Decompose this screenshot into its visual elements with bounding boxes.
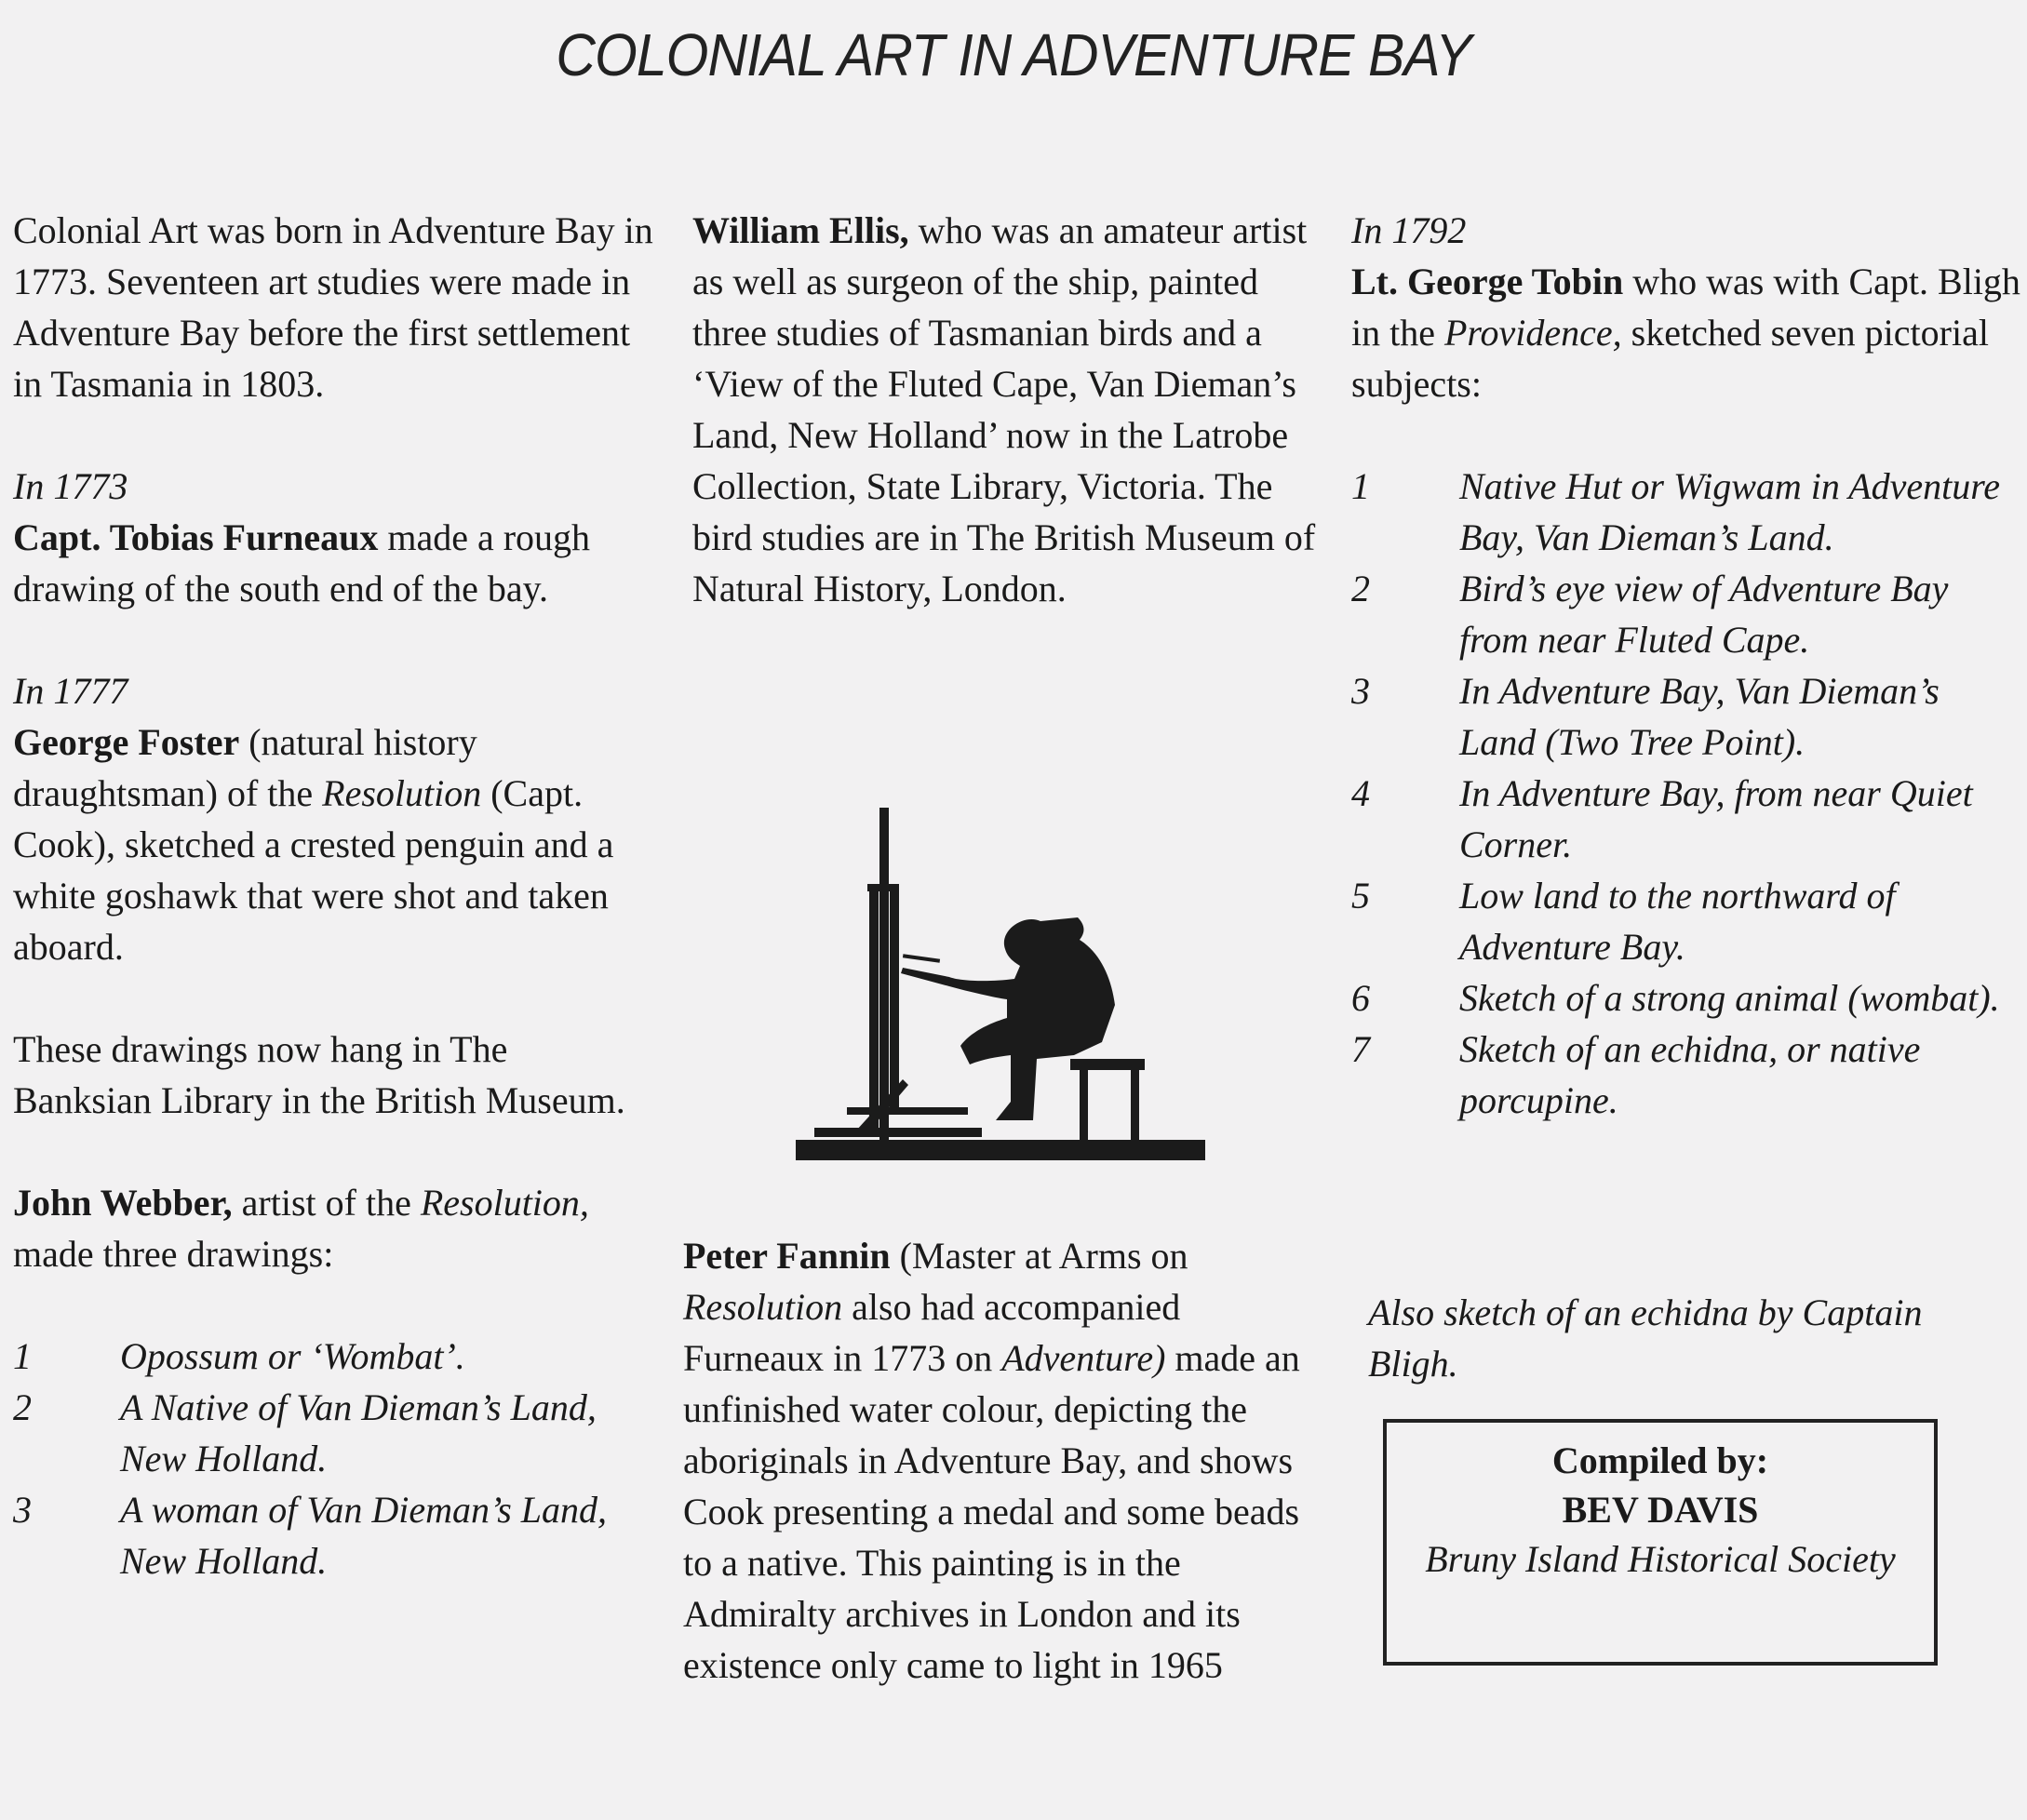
webber-name: John Webber, [13, 1182, 233, 1224]
column-right [1351, 205, 2021, 1126]
list-text: Sketch of an echidna, or native porcupine. [1459, 1028, 1921, 1121]
list-item [1351, 461, 2021, 563]
intro-paragraph: Colonial Art was born in Adventure Bay in 1773. Seventeen art studies were made in Adventure Bay before the first settlement in Tasmania in 1803. [13, 209, 653, 405]
also-note: Also sketch of an echidna by Captain Bligh. [1368, 1291, 1923, 1385]
list-text: A woman of Van Dieman’s Land, New Holland. [120, 1489, 608, 1582]
list-text: In Adventure Bay, from near Quiet Corner. [1459, 772, 1973, 865]
artist-at-easel-illustration [791, 800, 1210, 1172]
credit-org: Bruny Island Historical Society [1425, 1538, 1896, 1580]
list-item [1351, 870, 2021, 972]
fannin-text-c: made an unfinished water colour, depicting the aboriginals in Adventure Bay, and shows Cook presenting a medal and some beads to a native. This painting is in the Admiralty archives in London and its existence only came to light in 1965 [683, 1337, 1300, 1686]
list-text: In Adventure Bay, Van Dieman’s Land (Two Tree Point). [1459, 670, 1940, 763]
webber-list [13, 1331, 655, 1586]
fannin-paragraph [683, 1230, 1325, 1691]
hang-paragraph: These drawings now hang in The Banksian Library in the British Museum. [13, 1028, 625, 1121]
ellis-text: who was an amateur artist as well as surgeon of the ship, painted three studies of Tasmanian birds and a ‘View of the Fluted Cape, Van Dieman’s Land, New Holland’ now in the Latrobe Collection, State Library, Victoria. The bird studies are in The British Museum of Natural History, London. [692, 209, 1316, 609]
tobin-text-a: who was with Capt. Bligh in the [1351, 261, 2020, 354]
tobin-ship: Providence, [1443, 312, 1622, 354]
list-number: 3 [13, 1489, 32, 1531]
foster-year: In 1777 [13, 670, 128, 712]
tobin-text-b: sketched seven pictorial subjects: [1351, 312, 1989, 405]
ellis-paragraph [692, 205, 1325, 614]
list-number: 3 [1351, 670, 1370, 712]
list-item [13, 1331, 655, 1382]
foster-text-a: (natural history draughtsman) of the [13, 721, 477, 814]
list-item [1351, 1024, 2021, 1126]
foster-ship: Resolution [322, 772, 482, 814]
list-text: Low land to the northward of Adventure Bay. [1459, 875, 1896, 968]
credit-label: Compiled by: [1551, 1439, 1769, 1481]
list-text: Sketch of a strong animal (wombat). [1459, 977, 2000, 1019]
foster-paragraph [13, 716, 655, 972]
tobin-year: In 1792 [1351, 209, 1467, 251]
furneaux-year: In 1773 [13, 465, 128, 507]
furneaux-text: made a rough drawing of the south end of the bay. [13, 516, 591, 609]
webber-text-a: artist of the [232, 1182, 421, 1224]
foster-text-b: (Capt. Cook), sketched a crested penguin and a white goshawk that were shot and taken aboard. [13, 772, 614, 968]
webber-ship: Resolution, [420, 1182, 589, 1224]
fannin-name: Peter Fannin [683, 1235, 891, 1277]
list-number: 1 [1351, 465, 1370, 507]
furneaux-name: Capt. Tobias Furneaux [13, 516, 379, 558]
credit-box [1383, 1419, 1938, 1666]
list-item [1351, 972, 2021, 1024]
list-text: Native Hut or Wigwam in Adventure Bay, Van Dieman’s Land. [1459, 465, 2001, 558]
list-text: Bird’s eye view of Adventure Bay from near Fluted Cape. [1459, 568, 1949, 661]
list-number: 7 [1351, 1028, 1370, 1070]
foster-name: George Foster [13, 721, 240, 763]
credit-name: BEV DAVIS [1562, 1489, 1759, 1531]
fannin-text-a: (Master at Arms on [890, 1235, 1188, 1277]
list-item [1351, 665, 2021, 768]
page-title: COLONIAL ART IN ADVENTURE BAY [556, 21, 1471, 88]
column-middle [692, 205, 1325, 614]
list-number: 2 [1351, 568, 1370, 609]
tobin-list [1351, 461, 2021, 1126]
list-number: 6 [1351, 977, 1370, 1019]
tobin-paragraph [1351, 256, 2021, 409]
ellis-name: William Ellis, [692, 209, 909, 251]
list-number: 5 [1351, 875, 1370, 917]
list-number: 4 [1351, 772, 1370, 814]
list-text: A Native of Van Dieman’s Land, New Holland. [120, 1386, 597, 1479]
column-left [13, 205, 655, 1586]
furneaux-paragraph [13, 512, 655, 614]
fannin-block [683, 1230, 1325, 1691]
list-text: Opossum or ‘Wombat’. [120, 1335, 465, 1377]
list-item [1351, 563, 2021, 665]
list-number: 1 [13, 1335, 32, 1377]
webber-paragraph [13, 1177, 655, 1279]
fannin-ship2: Adventure) [1001, 1337, 1166, 1379]
list-number: 2 [13, 1386, 32, 1428]
list-item [13, 1484, 655, 1586]
fannin-text-b: also had accompanied Furneaux in 1773 on [683, 1286, 1181, 1379]
webber-text-b: made three drawings: [13, 1233, 334, 1275]
list-item [13, 1382, 655, 1484]
fannin-ship: Resolution [683, 1286, 843, 1328]
list-item [1351, 768, 2021, 870]
tobin-name: Lt. George Tobin [1351, 261, 1624, 302]
